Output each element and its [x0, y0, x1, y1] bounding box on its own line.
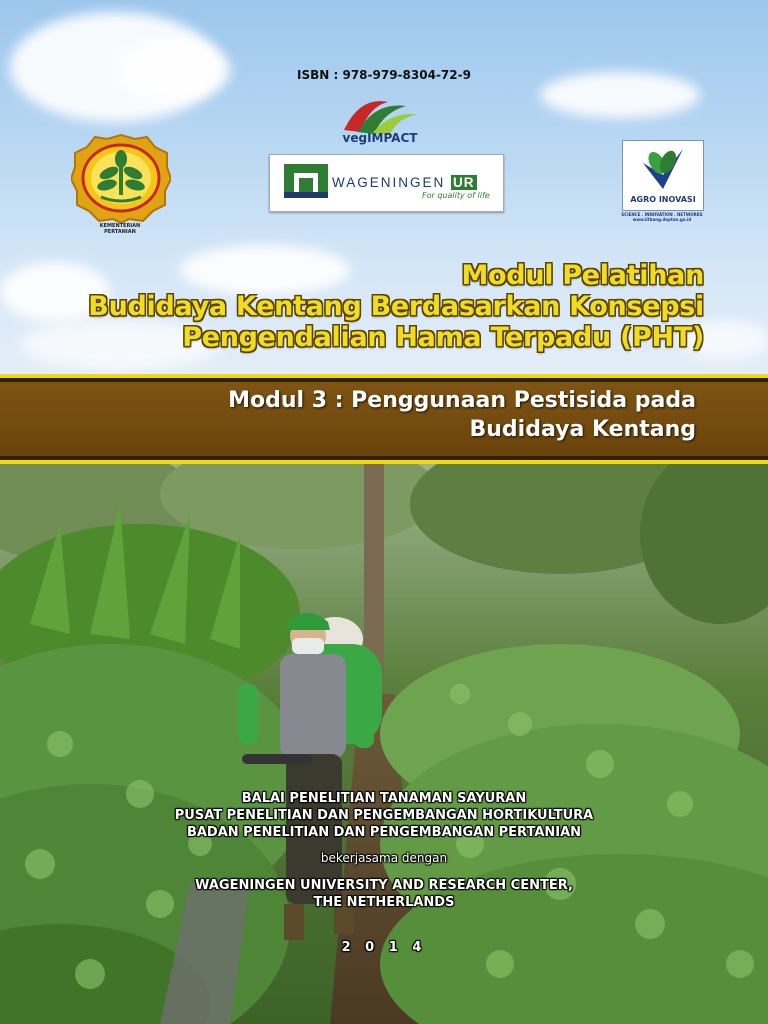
- credit-line-6: THE NETHERLANDS: [313, 895, 455, 910]
- agro-inovasi-name: AGRO INOVASI: [630, 195, 696, 204]
- credit-collaboration: bekerjasama dengan: [320, 851, 448, 865]
- title-line-2: Budidaya Kentang Berdasarkan Konsepsi: [88, 291, 704, 322]
- agro-inovasi-logo: [622, 140, 704, 211]
- vegimpact-logo-text: vegIMPACT: [342, 131, 418, 145]
- module-title: [88, 260, 704, 353]
- subtitle-line-2: Budidaya Kentang: [469, 417, 696, 442]
- wageningen-building-icon: [284, 164, 328, 198]
- credit-line-3: BADAN PENELITIAN DAN PENGEMBANGAN PERTANIAN: [186, 825, 582, 840]
- title-line-1: Modul Pelatihan: [461, 260, 704, 291]
- agro-inovasi-check-icon: [641, 145, 685, 191]
- wageningen-ur-suffix: UR: [453, 175, 475, 190]
- title-line-3: Pengendalian Hama Terpadu (PHT): [182, 322, 704, 353]
- publication-year: 2 0 1 4: [341, 940, 427, 955]
- agro-inovasi-tagline: SCIENCE . INNOVATION . NETWORKS www.litbang.deptan.go.id: [621, 212, 703, 222]
- credit-line-2: PUSAT PENELITIAN DAN PENGEMBANGAN HORTIKULTURA: [174, 808, 594, 823]
- subtitle-line-1: Modul 3 : Penggunaan Pestisida pada: [228, 388, 696, 413]
- module-subtitle: [228, 386, 696, 444]
- isbn-number: ISBN : 978-979-8304-72-9: [297, 68, 471, 82]
- wageningen-ur-logo: [269, 154, 504, 212]
- wageningen-tagline: For quality of life: [422, 191, 490, 200]
- credit-line-5: WAGENINGEN UNIVERSITY AND RESEARCH CENTER,: [195, 878, 573, 893]
- kementerian-pertanian-emblem-icon: [71, 133, 171, 223]
- credit-line-1: BALAI PENELITIAN TANAMAN SAYURAN: [241, 791, 527, 806]
- kementerian-caption: KEMENTERIAN PERTANIAN: [99, 223, 141, 235]
- wageningen-name: WAGENINGEN UR: [332, 175, 475, 190]
